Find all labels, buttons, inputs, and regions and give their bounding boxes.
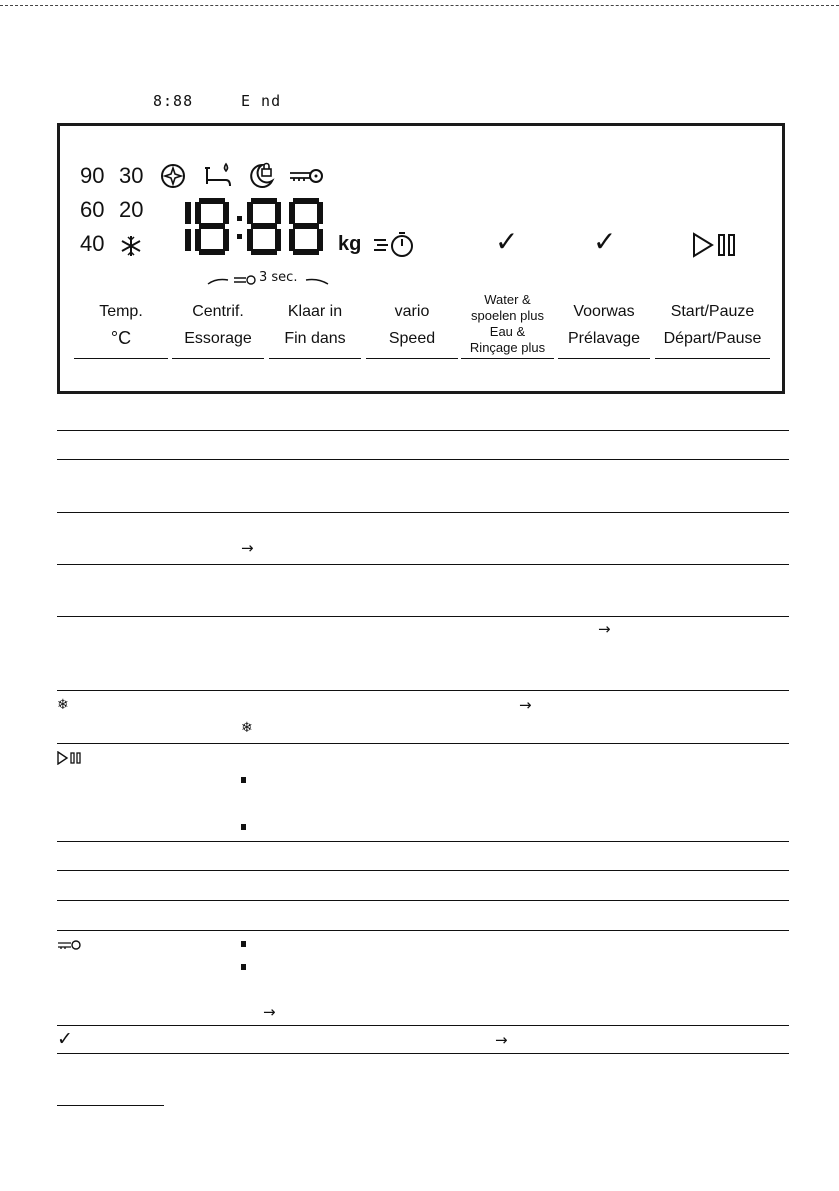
- table-rule: [57, 564, 789, 565]
- footnote-rule: [57, 1105, 164, 1106]
- start-pause-icon: [692, 232, 742, 258]
- control-panel: [57, 123, 785, 394]
- sparkle-icon: [159, 162, 189, 190]
- table-rule: [57, 1053, 789, 1054]
- check-icon: ✓: [57, 1028, 73, 1050]
- spin-label-fr: Essorage: [184, 330, 252, 347]
- temp-90-label: 90: [80, 163, 105, 188]
- table-rule: [57, 430, 789, 431]
- temp-30-label: 30: [119, 163, 144, 188]
- snowflake-icon: ❄: [57, 697, 69, 713]
- kg-unit-label: kg: [338, 233, 362, 255]
- temp-label-nl: Temp.: [99, 303, 143, 320]
- spin-underline: [172, 358, 264, 359]
- lock-hint-label: 3 sec.: [259, 270, 298, 285]
- vario-speed-button[interactable]: [366, 298, 458, 352]
- prewash-button[interactable]: [558, 298, 650, 352]
- water-rinse-plus-button[interactable]: [461, 292, 554, 356]
- bullet-square: [241, 941, 246, 947]
- vario-speed-label-2: Speed: [388, 330, 436, 347]
- table-rule: [57, 841, 789, 842]
- table-rule: [57, 1025, 789, 1026]
- table-rule: [57, 743, 789, 744]
- spin-label-nl: Centrif.: [192, 303, 244, 320]
- finish-in-underline: [269, 358, 361, 359]
- bullet-square: [241, 824, 246, 830]
- start-pause-icon: [57, 751, 83, 765]
- prewash-check-icon: ✓: [593, 225, 617, 258]
- temp-label-unit: °C: [110, 328, 132, 348]
- bullet-square: [241, 777, 246, 783]
- temp-60-label: 60: [80, 197, 105, 222]
- page-top-dashed-line: [0, 5, 839, 6]
- finish-in-label-fr: Fin dans: [284, 330, 346, 347]
- water-rinse-underline: [461, 358, 554, 359]
- night-lock-icon: [246, 161, 276, 191]
- table-rule: [57, 900, 789, 901]
- finish-in-button[interactable]: [269, 298, 361, 352]
- display-time-readout: 8:88: [153, 92, 194, 110]
- water-plus-check-icon: ✓: [495, 225, 519, 258]
- water-rinse-label-2: spoelen plus: [471, 308, 544, 323]
- temp-40-label: 40: [80, 231, 105, 256]
- start-pause-button[interactable]: [655, 298, 770, 352]
- arrow-icon: →: [495, 1031, 508, 1049]
- spin-button[interactable]: [172, 298, 264, 352]
- snowflake-icon: ❄: [241, 720, 253, 736]
- speed-timer-icon: [372, 230, 420, 258]
- table-rule: [57, 870, 789, 871]
- start-pause-underline: [655, 358, 770, 359]
- temp-20-label: 20: [119, 197, 144, 222]
- temp-button[interactable]: [74, 298, 168, 352]
- arrow-icon: →: [263, 1003, 276, 1021]
- prewash-label-fr: Prélavage: [567, 330, 641, 347]
- water-tap-icon: [202, 162, 236, 190]
- table-rule: [57, 459, 789, 460]
- start-pause-label-nl: Start/Pauze: [670, 303, 755, 320]
- child-lock-key-icon: [57, 938, 83, 952]
- temp-underline: [74, 358, 168, 359]
- bullet-square: [241, 964, 246, 970]
- prewash-underline: [558, 358, 650, 359]
- water-rinse-label-1: Water &: [484, 292, 531, 307]
- cold-wash-snowflake-icon: [119, 234, 143, 258]
- water-rinse-label-3: Eau &: [489, 324, 526, 339]
- water-rinse-label-4: Rinçage plus: [469, 340, 546, 355]
- table-rule: [57, 930, 789, 931]
- arrow-icon: →: [241, 539, 254, 557]
- arrow-icon: →: [598, 620, 611, 638]
- prewash-label-nl: Voorwas: [573, 303, 635, 320]
- table-rule: [57, 690, 789, 691]
- vario-speed-label-1: vario: [394, 303, 430, 320]
- display-end-readout: E nd: [241, 92, 282, 110]
- child-lock-key-icon: [288, 166, 326, 186]
- table-rule: [57, 512, 789, 513]
- arrow-icon: →: [519, 696, 532, 714]
- seven-segment-display: [183, 198, 331, 256]
- table-rule: [57, 616, 789, 617]
- start-pause-label-fr: Départ/Pause: [663, 330, 762, 347]
- finish-in-label-nl: Klaar in: [287, 303, 343, 320]
- vario-speed-underline: [366, 358, 458, 359]
